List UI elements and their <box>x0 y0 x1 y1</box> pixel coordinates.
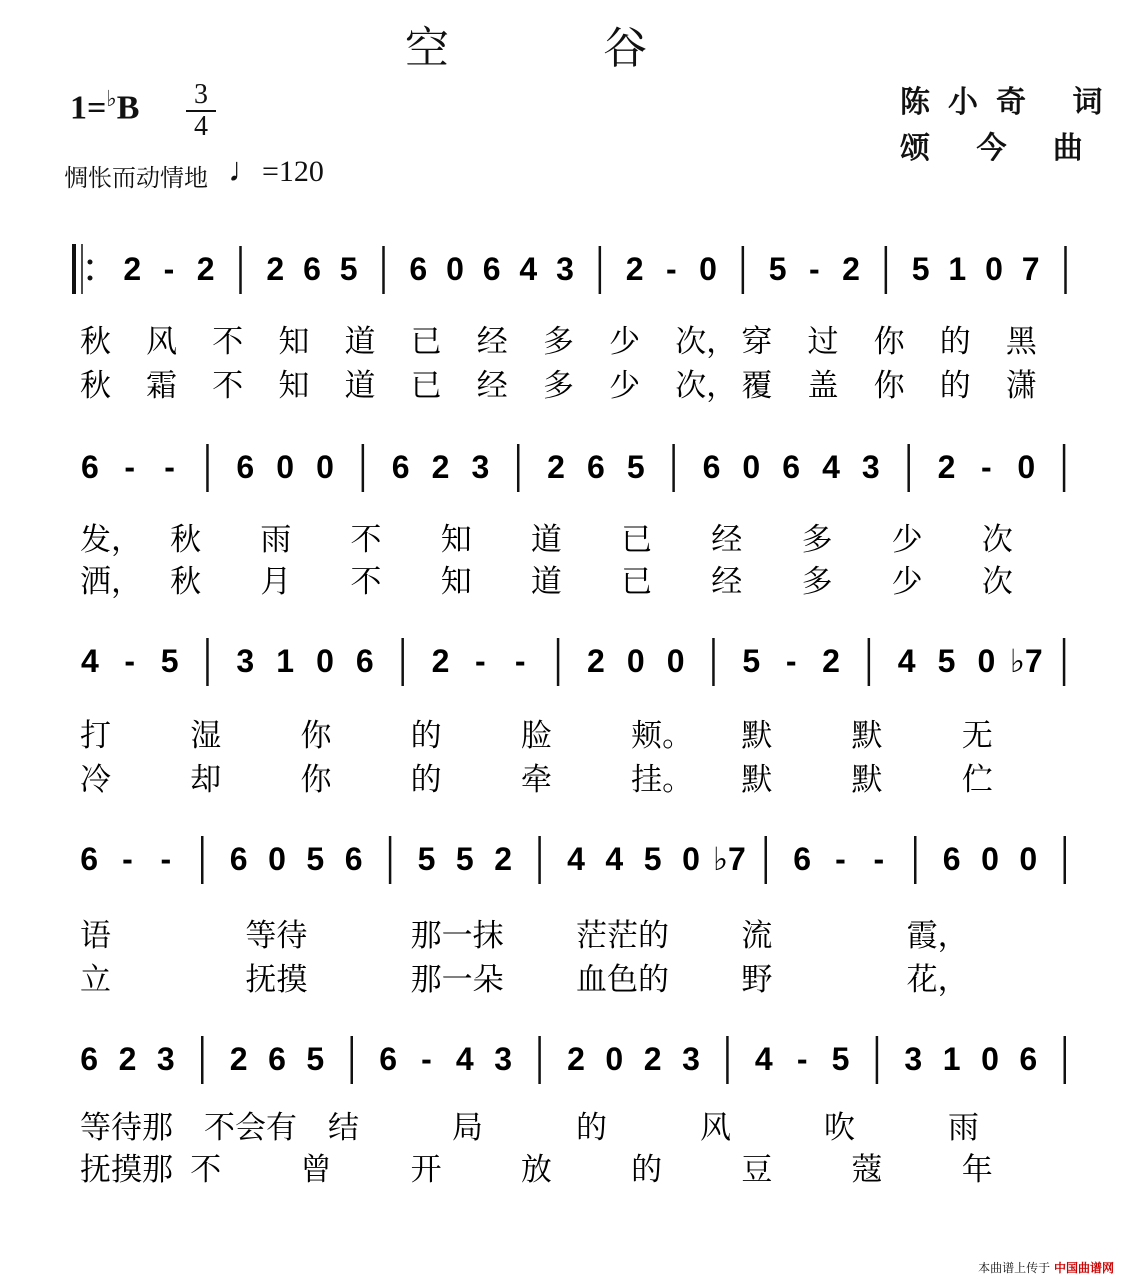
note: 6 <box>344 841 363 877</box>
key-label: 1= <box>70 89 107 127</box>
note: 4 <box>567 841 585 877</box>
note: 0 <box>446 251 464 287</box>
sustain-dash: - <box>122 841 133 877</box>
sustain-dash: - <box>666 251 677 287</box>
lyric-syllable: 次， <box>675 324 738 360</box>
lyric-syllable: 道 <box>344 368 376 404</box>
note: 5 <box>417 841 436 877</box>
note: 7 <box>1021 251 1040 287</box>
sustain-dash: - <box>514 643 526 679</box>
note: 5 <box>742 643 761 679</box>
lyric-syllable: 无 <box>961 718 993 754</box>
lyric-syllable: 次 <box>981 564 1013 600</box>
lyric-syllable: 已 <box>621 564 653 600</box>
lyric-syllable: 却 <box>190 762 222 798</box>
note: 0 <box>626 643 645 679</box>
note: 2 <box>587 643 605 679</box>
note: 4 <box>81 643 99 679</box>
lyric-syllable: 穿 <box>741 324 773 360</box>
note: 6 <box>942 841 961 877</box>
lyric-syllable: 冷 <box>80 762 111 798</box>
sustain-dash: - <box>835 841 846 877</box>
note: 2 <box>196 251 215 287</box>
lyric-syllable: 盖 <box>807 368 839 404</box>
lyric-syllable: 知 <box>440 522 472 558</box>
lyric-syllable: 茫茫的 <box>576 918 669 954</box>
lyric-syllable: 放 <box>520 1152 552 1188</box>
note: 0 <box>1019 841 1038 877</box>
lyric-syllable: 那一抹 <box>410 918 504 954</box>
lyric-syllable: 伫 <box>961 762 993 798</box>
lyric-syllable: 经 <box>476 324 508 360</box>
lyric-syllable: 局 <box>452 1110 483 1146</box>
lyric-syllable: 年 <box>961 1152 993 1188</box>
lyric-syllable: 抚摸 <box>245 962 308 998</box>
note: 6 <box>793 841 812 877</box>
sustain-dash: - <box>873 841 885 877</box>
lyric-syllable: 少 <box>609 368 641 404</box>
note: 0 <box>316 449 334 485</box>
note: 3 <box>236 643 255 679</box>
note: 0 <box>985 251 1003 287</box>
lyric-syllable: 脸 <box>520 718 552 754</box>
lyricist: 陈小奇 词 <box>900 85 1121 120</box>
note: 5 <box>626 449 645 485</box>
lyric-syllable: 已 <box>410 324 442 360</box>
lyric-syllable: 挂。 <box>631 762 694 798</box>
lyric-syllable: 豆 <box>741 1152 773 1188</box>
note: 4 <box>605 841 624 877</box>
lyric-syllable: 道 <box>530 522 562 558</box>
note: 3 <box>556 251 574 287</box>
note: 0 <box>977 643 996 679</box>
note: 5 <box>306 1041 325 1077</box>
note: 2 <box>229 1041 248 1077</box>
lyric-syllable: 你 <box>300 718 332 754</box>
lyric-syllable: 不 <box>190 1152 222 1188</box>
note: 2 <box>431 643 450 679</box>
lyric-syllable: 已 <box>410 368 442 404</box>
lyric-syllable: 花， <box>906 962 969 998</box>
footer-text: 本曲谱上传于 <box>978 1261 1051 1275</box>
lyric-syllable: 曾 <box>300 1152 332 1188</box>
lyric-syllable: 你 <box>300 762 332 798</box>
note: 6 <box>782 449 801 485</box>
sustain-dash: - <box>981 449 992 485</box>
note: 0 <box>682 841 700 877</box>
lyric-syllable: 不 <box>350 522 382 558</box>
lyric-syllable: 不 <box>350 564 382 600</box>
note: 2 <box>266 251 285 287</box>
lyric-syllable: 吹 <box>824 1110 855 1146</box>
note: 0 <box>699 251 717 287</box>
note: 3 <box>156 1041 175 1077</box>
note: 2 <box>118 1041 137 1077</box>
lyric-syllable: 语 <box>80 918 111 954</box>
note: 6 <box>391 449 410 485</box>
note: 6 <box>409 251 428 287</box>
lyric-syllable: 秋 <box>170 564 202 600</box>
note: 0 <box>981 841 999 877</box>
lyric-syllable: 霞， <box>906 918 969 954</box>
lyric-syllable: 结 <box>328 1110 359 1146</box>
note: 5 <box>643 841 662 877</box>
lyric-syllable: 等待那 <box>80 1110 173 1146</box>
lyric-syllable: 秋 <box>80 324 111 360</box>
note: 2 <box>937 449 956 485</box>
lyric-syllable: 颊。 <box>631 718 694 754</box>
sustain-dash: - <box>421 1041 432 1077</box>
note: 2 <box>431 449 450 485</box>
lyric-syllable: 立 <box>80 962 111 998</box>
lyric-syllable: 过 <box>807 324 839 360</box>
note: 6 <box>587 449 605 485</box>
note: 6 <box>81 449 99 485</box>
note: 4 <box>519 251 538 287</box>
lyric-syllable: 默 <box>851 762 883 798</box>
note: 4 <box>822 449 840 485</box>
lyric-syllable: 知 <box>278 324 310 360</box>
lyric-syllable: 雨 <box>260 522 292 558</box>
note: 6 <box>80 841 99 877</box>
lyric-syllable: 不 <box>212 368 244 404</box>
note: 3 <box>904 1041 923 1077</box>
note: 5 <box>831 1041 850 1077</box>
note: 0 <box>605 1041 624 1077</box>
lyric-syllable: 打 <box>80 718 111 754</box>
lyric-syllable: 经 <box>476 368 508 404</box>
note: 5 <box>306 841 325 877</box>
sustain-dash: - <box>164 449 175 485</box>
lyric-syllable: 流 <box>741 918 773 954</box>
note: 0 <box>666 643 685 679</box>
lyric-syllable: 蔻 <box>851 1152 883 1188</box>
expression-marking: 惆怅而动情地 <box>64 164 208 192</box>
note: 6 <box>355 643 374 679</box>
note: 3 <box>861 449 880 485</box>
note: 2 <box>625 251 644 287</box>
lyric-syllable: 月 <box>260 564 292 600</box>
note: 5 <box>937 643 956 679</box>
lyric-syllable: 风 <box>146 324 178 360</box>
lyric-syllable: 知 <box>278 368 310 404</box>
lyric-syllable: 道 <box>344 324 376 360</box>
lyric-syllable: 默 <box>851 718 883 754</box>
sustain-dash: - <box>160 841 172 877</box>
sustain-dash: - <box>785 643 797 679</box>
lyric-syllable: 已 <box>621 522 653 558</box>
quarter-note-icon: ♩ <box>228 152 262 189</box>
note: 4 <box>897 643 916 679</box>
note: 6 <box>379 1041 398 1077</box>
note: 3 <box>494 1041 513 1077</box>
lyric-syllable: 覆 <box>741 368 773 404</box>
footer-site: 中国曲谱网 <box>1053 1261 1114 1275</box>
lyric-syllable: 次 <box>981 522 1013 558</box>
note: 2 <box>494 841 513 877</box>
lyric-syllable: 道 <box>530 564 562 600</box>
composer: 颂 今 曲 <box>900 131 1101 166</box>
lyric-syllable: 多 <box>801 522 833 558</box>
repeat-dot <box>88 276 93 281</box>
note: 0 <box>268 841 286 877</box>
note: 5 <box>455 841 474 877</box>
lyric-syllable: 霜 <box>146 368 178 404</box>
lyric-syllable: 洒， <box>80 564 142 600</box>
note: 1 <box>948 251 967 287</box>
lyric-syllable: 雨 <box>948 1110 979 1146</box>
lyric-syllable: 的 <box>939 368 971 404</box>
lyric-syllable: 的 <box>631 1152 663 1188</box>
lyric-syllable: 不 <box>212 324 244 360</box>
lyric-syllable: 开 <box>410 1152 442 1188</box>
lyric-syllable: 秋 <box>80 368 111 404</box>
note: 5 <box>160 643 179 679</box>
lyric-syllable: 野 <box>741 962 773 998</box>
lyric-syllable: 等待 <box>245 918 308 954</box>
note: ♭7 <box>712 841 746 877</box>
note: 0 <box>742 449 761 485</box>
page-title: 空 谷 <box>405 23 717 74</box>
lyric-syllable: 秋 <box>170 522 202 558</box>
lyric-syllable: 的 <box>410 718 442 754</box>
footer <box>978 1259 1114 1276</box>
lyric-syllable: 少 <box>891 564 923 600</box>
lyric-syllable: 抚摸那 <box>80 1152 173 1188</box>
lyric-syllable: 次， <box>675 368 738 404</box>
note: 0 <box>316 643 334 679</box>
lyric-syllable: 多 <box>542 324 574 360</box>
lyric-syllable: 默 <box>741 718 773 754</box>
sustain-dash: - <box>163 251 175 287</box>
lyric-syllable: 少 <box>609 324 641 360</box>
lyric-syllable: 少 <box>891 522 923 558</box>
lyric-syllable: 多 <box>801 564 833 600</box>
note: 4 <box>455 1041 474 1077</box>
note: 6 <box>80 1041 99 1077</box>
note: ♭7 <box>1009 643 1043 679</box>
note: 3 <box>471 449 490 485</box>
note: 6 <box>702 449 721 485</box>
note: 5 <box>339 251 358 287</box>
sustain-dash: - <box>809 251 820 287</box>
lyric-syllable: 经 <box>711 522 743 558</box>
lyric-syllable: 你 <box>873 368 905 404</box>
sustain-dash: - <box>796 1041 808 1077</box>
note: 6 <box>1019 1041 1038 1077</box>
note: 3 <box>682 1041 700 1077</box>
note: 6 <box>268 1041 286 1077</box>
note: 5 <box>768 251 787 287</box>
lyric-syllable: 经 <box>711 564 743 600</box>
note: 2 <box>547 449 565 485</box>
lyric-syllable: 不会有 <box>204 1110 297 1146</box>
lyric-syllable: 风 <box>700 1110 731 1146</box>
note: 2 <box>842 251 860 287</box>
flat-sign: ♭ <box>106 86 117 111</box>
note: 6 <box>229 841 248 877</box>
note: 6 <box>303 251 321 287</box>
note: 4 <box>754 1041 773 1077</box>
lyric-syllable: 知 <box>440 564 472 600</box>
lyric-syllable: 的 <box>410 762 442 798</box>
lyric-syllable: 湿 <box>190 718 222 754</box>
lyric-syllable: 血色的 <box>576 962 669 998</box>
lyric-syllable: 你 <box>873 324 905 360</box>
lyric-syllable: 潇 <box>1005 368 1037 404</box>
tempo-value: =120 <box>262 155 324 188</box>
time-bottom: 4 <box>194 111 208 142</box>
time-top: 3 <box>194 79 208 110</box>
note: 1 <box>276 643 295 679</box>
sustain-dash: - <box>124 449 136 485</box>
note: 5 <box>911 251 930 287</box>
note: 1 <box>942 1041 961 1077</box>
note: 2 <box>822 643 840 679</box>
lyric-syllable: 发， <box>80 522 142 558</box>
lyric-syllable: 的 <box>939 324 971 360</box>
note: 2 <box>123 251 142 287</box>
repeat-dot <box>88 260 93 265</box>
note: 0 <box>981 1041 999 1077</box>
sustain-dash: - <box>475 643 486 679</box>
lyric-syllable: 黑 <box>1005 324 1037 360</box>
note: 0 <box>276 449 295 485</box>
note: 6 <box>236 449 255 485</box>
lyric-syllable: 多 <box>542 368 574 404</box>
note: 6 <box>482 251 501 287</box>
lyric-syllable: 默 <box>741 762 773 798</box>
note: 2 <box>567 1041 585 1077</box>
lyric-syllable: 的 <box>576 1110 607 1146</box>
sustain-dash: - <box>124 643 136 679</box>
lyric-syllable: 那一朵 <box>410 962 504 998</box>
note: 0 <box>1017 449 1036 485</box>
note: 2 <box>643 1041 662 1077</box>
key-note: B <box>116 89 140 127</box>
lyric-syllable: 牵 <box>520 762 552 798</box>
